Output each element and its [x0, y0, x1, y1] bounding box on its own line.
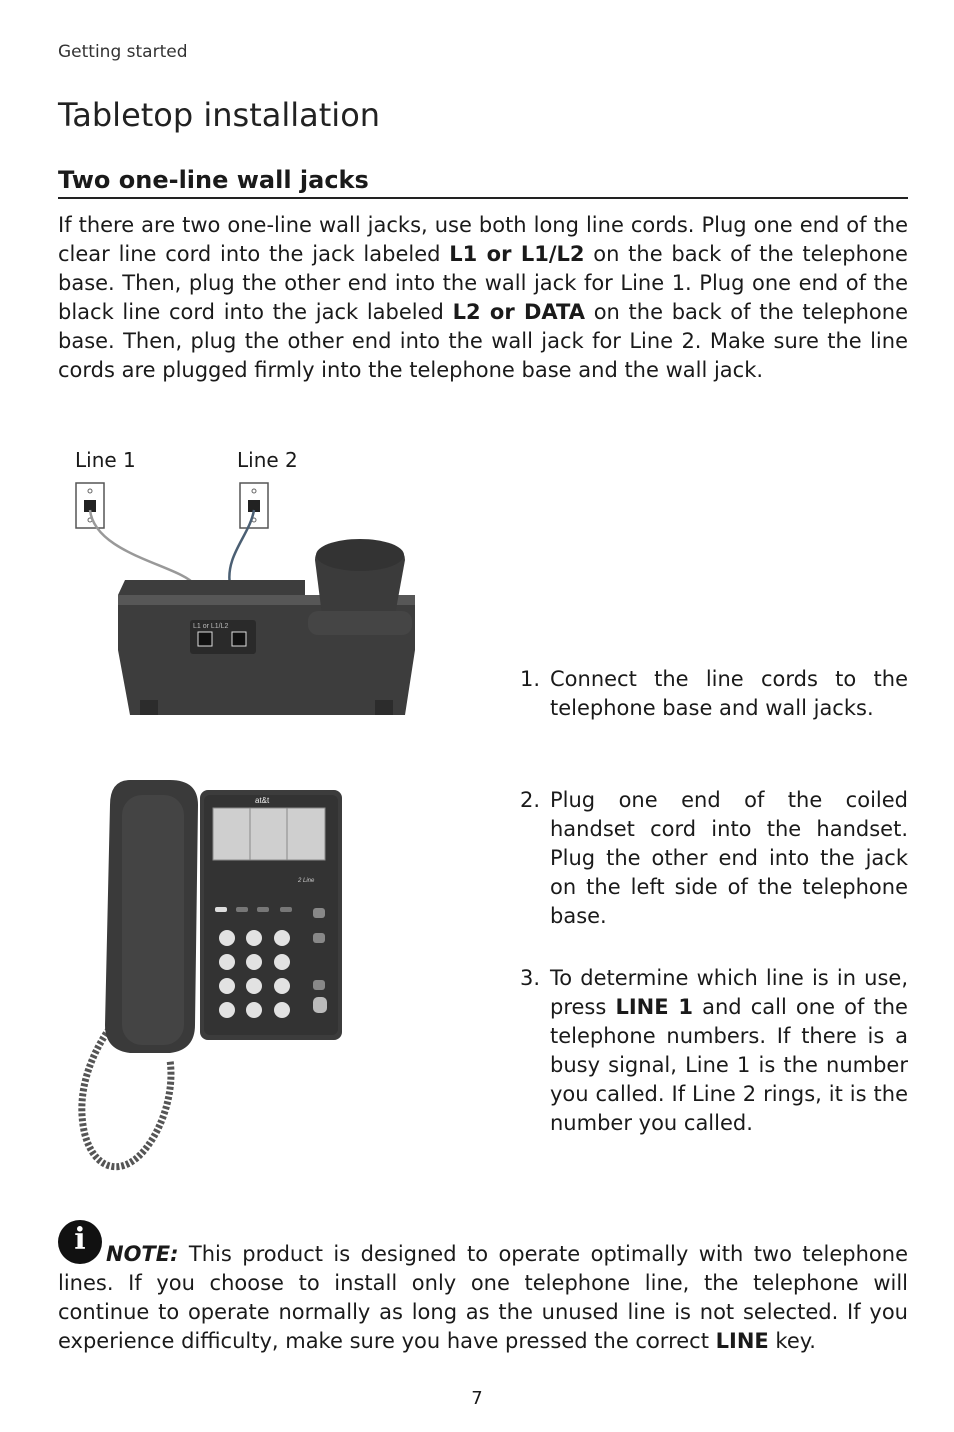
info-icon: i: [58, 1220, 102, 1264]
handset-on-cradle: [308, 539, 412, 635]
note: i NOTE: This product is designed to operate optimally with two telephone lines. If you choose to install only one telephone line, the telephone will continue to operate normally as long as the unused line is not selected. If you experience difficulty, make sure you have pressed the correct LINE key.: [58, 1222, 908, 1353]
page-title: Tabletop installation: [58, 96, 381, 134]
step-2: 2. Plug one end of the coiled handset cord into the handset. Plug the other end into the jack on the left side of the telephone base.: [520, 788, 908, 928]
intro-paragraph: If there are two one-line wall jacks, use both long line cords. Plug one end of the clear line cord into the jack labeled L1 or L1/L2 on the back of the telephone base. Then, plug the other end into the wall jack for Line 1. Plug one end of the black line cord into the jack labeled L2 or DATA on the back of the telephone base. Then, plug the other end into the wall jack for Line 2. Make sure the line cords are plugged firmly into the telephone base and the wall jack.: [58, 213, 908, 382]
wall-jack-line1: [76, 483, 104, 528]
section-label: Getting started: [58, 42, 188, 62]
line1-label: Line 1: [75, 448, 136, 472]
page-number: 7: [471, 1388, 483, 1409]
step-3: 3. To determine which line is in use, press LINE 1 and call one of the telephone numbers. If there is a busy signal, Line 1 is the number you called. If Line 2 rings, it is the number you called.: [520, 966, 908, 1135]
jack-label: L1 or L1/L2: [193, 623, 229, 630]
telephone-base-front: [200, 790, 342, 1040]
telephone-front-illustration: [70, 775, 350, 1180]
note-label: NOTE:: [106, 1242, 179, 1266]
subheading: Two one-line wall jacks: [58, 166, 908, 199]
step-1: 1. Connect the line cords to the telephone base and wall jacks.: [520, 667, 908, 720]
wall-jack-line2: [240, 483, 268, 528]
line2-label: Line 2: [237, 448, 298, 472]
base-connection-illustration: [60, 475, 440, 725]
jack-label-l2: L2 or DATA: [452, 300, 586, 324]
model-logo: 2 Line: [298, 878, 315, 884]
brand-logo: at&t: [255, 796, 270, 805]
jack-label-l1: L1 or L1/L2: [449, 242, 585, 266]
